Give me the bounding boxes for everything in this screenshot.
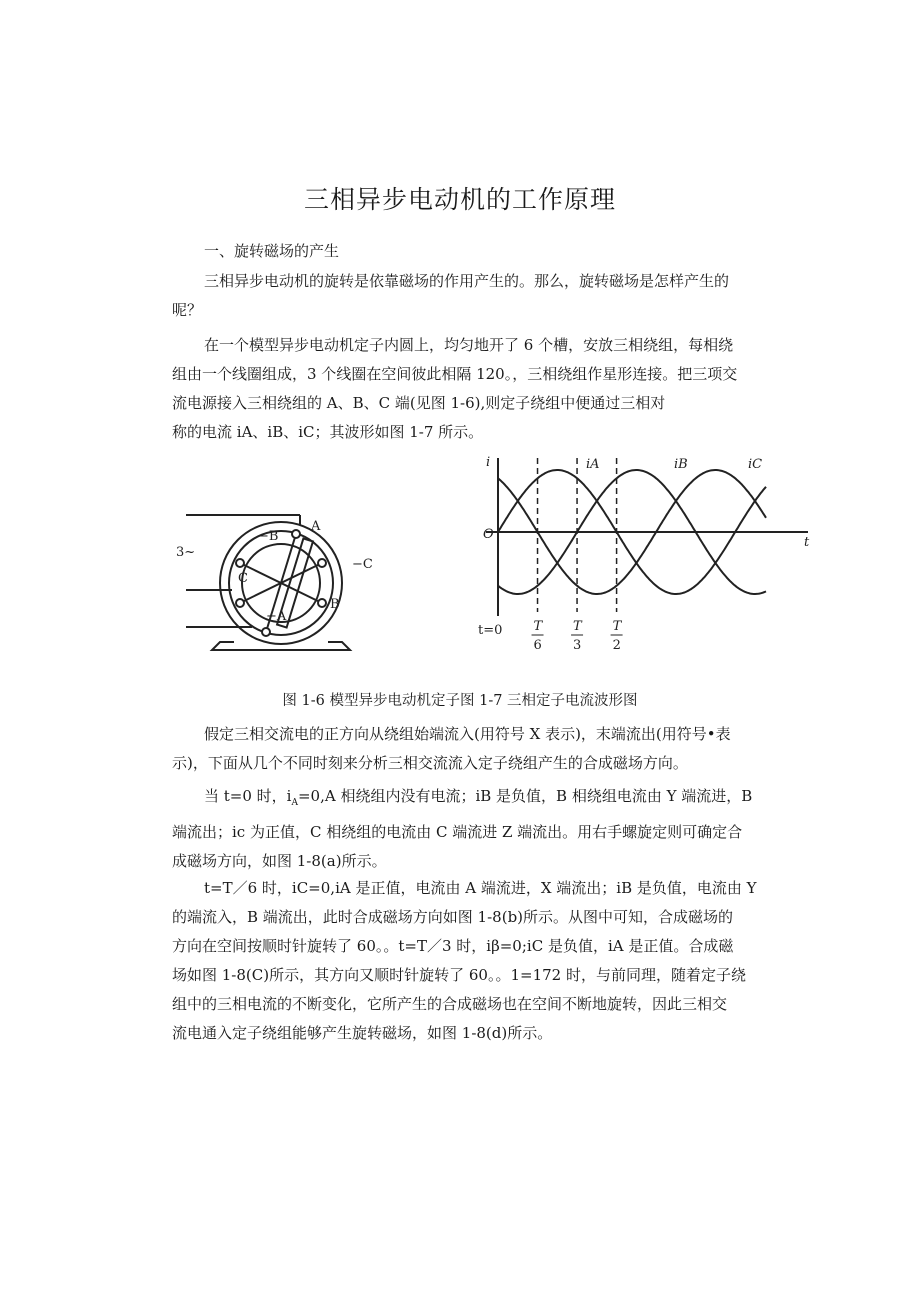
axis-label-i: i xyxy=(486,455,491,470)
series-label-iC: iC xyxy=(748,457,763,472)
section-heading: 一、旋转磁场的产生 xyxy=(204,242,340,260)
tick-numerator: T xyxy=(533,619,543,634)
tick-numerator: T xyxy=(573,619,582,634)
term-b: B xyxy=(330,597,340,612)
term-a: A xyxy=(311,519,321,534)
series-label-iA: iA xyxy=(586,457,600,472)
term-neg-a: −A xyxy=(266,609,287,624)
tick-denominator: 2 xyxy=(612,638,621,653)
figure-stator-diagram xyxy=(172,490,392,660)
figure-waveform-chart xyxy=(478,450,822,660)
tick-numerator: T xyxy=(612,619,622,634)
paragraph-t0: 当 t=0 时，$i_A=0,A$ 相绕组内没有电流；iB 是负值，B 相绕组电流由 Y 端流进，B 端流出；ic 为正值，C 相绕组的电流由 C 端流进 Z 端流出。用右手螺旋定则可确定合 成磁场方向，如图 1-8(a)所示。 xyxy=(172,787,753,870)
tick-denominator: 6 xyxy=(533,638,542,653)
axis-label-t: t xyxy=(804,535,810,550)
tick-t0: t=0 xyxy=(478,623,503,638)
page-title: 三相异步电动机的工作原理 xyxy=(303,185,616,214)
supply-label: 3~ xyxy=(176,545,196,560)
paragraph-intro: 三相异步电动机的旋转是依靠磁场的作用产生的。那么，旋转磁场是怎样产生的 呢？ xyxy=(172,272,730,319)
origin-label: O xyxy=(483,527,494,542)
paragraph-rotation: t=T／6 时，iC=0,iA 是正值，电流由 A 端流进，X 端流出；iB 是负值，电流由 Y 的端流入，B 端流出，此时合成磁场方向如图 1-8(b)所示。从图中可知，合成磁场的 方向在空间按顺时针旋转了 60。。t=T／3 时，iβ=0;iC 是负值，iA 是正值。合成磁 场如图 1-8(C)所示，其方向又顺时针旋转了 60。。1=172 时，与前同理，随着定子绕 组中的三相电流的不断变化，它所产生的合成磁场也在空间不断地旋转，因此三相交 流电通入定子绕组能够产生旋转磁场，如图 1-8(d)所示。 xyxy=(172,879,757,1042)
term-c: C xyxy=(238,571,248,586)
figure-caption: 图 1-6 模型异步电动机定子图 1-7 三相定子电流波形图 xyxy=(282,693,638,709)
series-label-iB: iB xyxy=(674,457,688,472)
paragraph-model: 在一个模型异步电动机定子内圆上，均匀地开了 6 个槽，安放三相绕组，每相绕 组由一个线圈组成，3 个线圈在空间彼此相隔 120。，三相绕组作星形连接。把三项交 流电源接入三相绕组的 A、B、C 端(见图 1-6),则定子绕组中便通过三相对 称的电流 iA、iB、iC；其波形如图 1-7 所示。 xyxy=(172,336,738,441)
paragraph-direction: 假定三相交流电的正方向从绕组始端流入(用符号 X 表示)，末端流出(用符号•表 示)，下面从几个不同时刻来分析三相交流流入定子绕组产生的合成磁场方向。 xyxy=(172,725,731,772)
term-neg-c: −C xyxy=(352,557,373,572)
tick-denominator: 3 xyxy=(573,638,582,653)
term-neg-b: −B xyxy=(258,529,279,544)
